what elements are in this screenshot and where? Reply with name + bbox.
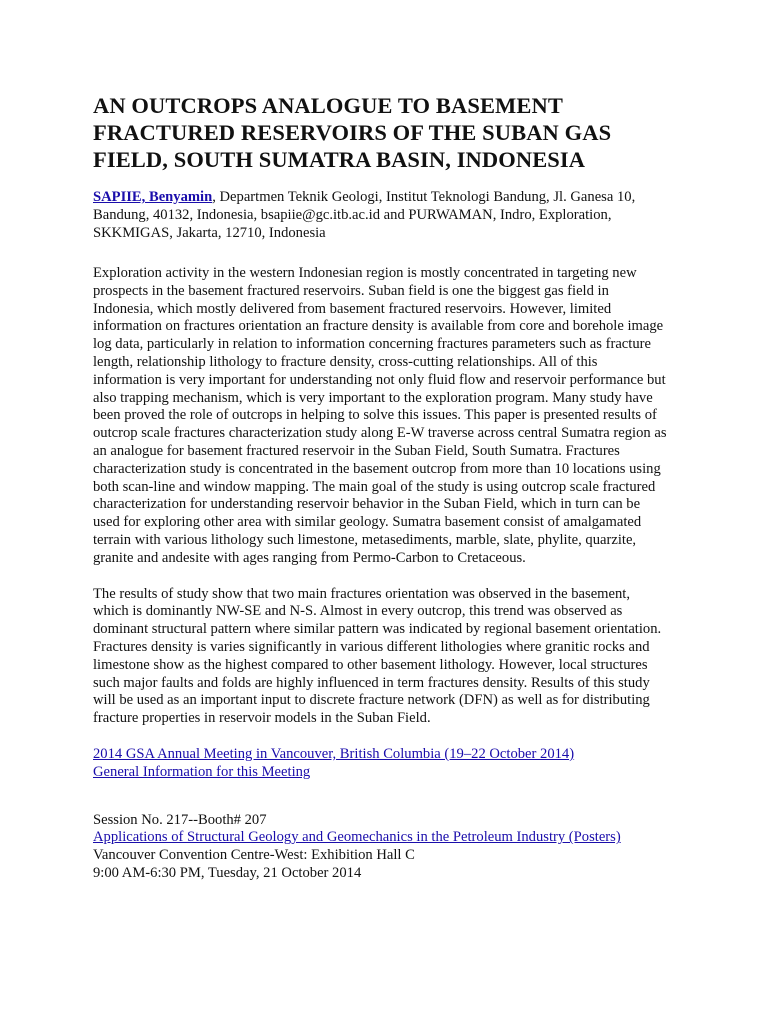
session-venue: Vancouver Convention Centre-West: Exhibition Hall C — [93, 847, 415, 864]
meeting-link[interactable]: 2014 GSA Annual Meeting in Vancouver, British Columbia (19–22 October 2014) — [93, 745, 575, 762]
session-time: 9:00 AM-6:30 PM, Tuesday, 21 October 2014 — [93, 864, 362, 881]
general-info-link[interactable]: General Information for this Meeting — [93, 763, 311, 780]
session-number: Session No. 217--Booth# 207 — [93, 811, 267, 828]
affiliation-text: , Departmen Teknik Geologi, Institut Teknologi Bandung, Jl. Ganesa 10, Bandung, 40132, Indonesia, bsapiie@gc.itb.ac.id and PURWAMAN, Indro, Exploration, SKKMIGAS, Jakarta, 12710, Indonesia — [93, 189, 636, 241]
session-title-link[interactable]: Applications of Structural Geology and Geomechanics in the Petroleum Industry (Posters) — [93, 829, 621, 846]
paper-title: AN OUTCROPS ANALOGUE TO BASEMENT FRACTURED RESERVOIRS OF THE SUBAN GAS FIELD, SOUTH SUMATRA BASIN, INDONESIA — [93, 93, 612, 172]
lead-author-link[interactable]: SAPIIE, Benyamin — [93, 189, 213, 205]
abstract-paragraph-2: The results of study show that two main fractures orientation was observed in the basement, which is dominantly NW-SE and N-S. Almost in every outcrop, this trend was observed as dominant structural pattern where similar pattern was indicated by regional basement orientation. Fractures density is varies significantly in various different lithologies where granitic rocks and limestone show as the highest compared to other basement lithology. However, local structures such major faults and folds are highly influenced in term fractures density. Results of this study will be used as an important input to discrete fracture network (DFN) as well as for distributing fracture properties in reservoir models in the Suban Field. — [93, 585, 662, 727]
session-info — [93, 812, 668, 883]
meeting-links — [93, 746, 668, 782]
author-affiliations — [93, 188, 668, 242]
abstract-paragraph-1: Exploration activity in the western Indonesian region is mostly concentrated in targeting new prospects in the basement fractured reservoirs. Suban field is one the biggest gas field in Indonesia, which mostly delivered from basement fractured reservoirs. However, limited information on fractures orientation an fracture density is available from core and borehole image log data, particularly in relation to information concerning fractures parameters such as fracture length, relationship lithology to fracture density, cross-cutting relationships. All of this information is very important for understanding not only fluid flow and reservoir performance but also trapping mechanism, which is very important to the exploration program. Many study have been proved the role of outcrops in helping to solve this issues. This paper is presented results of outcrop scale fractures characterization study along E-W traverse across central Sumatra region as an analogue for basement fractured reservoir in the Suban Field, South Sumatra. Fractures characterization study is concentrated in the basement outcrop from more than 10 locations using both scan-line and window mapping. The main goal of the study is using outcrop scale fractured characterization for understanding reservoir behavior in the Suban Field, which in turn can be used for exploring other area with similar geology. Sumatra basement consist of amalgamated terrain with various lithology such limestone, metasediments, marble, slate, phylite, quarzite, granite and andesite with ages ranging from Permo-Carbon to Cretaceous. — [93, 265, 667, 566]
